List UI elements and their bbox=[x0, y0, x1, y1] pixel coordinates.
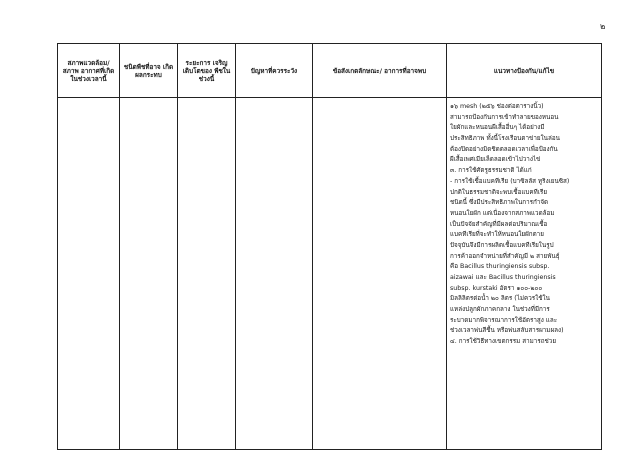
guidance-line: ๓. การใช้ศัตรูธรรมชาติ ได้แก่ bbox=[450, 167, 532, 175]
cell-guidance bbox=[447, 98, 602, 450]
header-symptoms: ข้อสังเกตลักษณะ/ อาการที่อาจพบ bbox=[313, 44, 447, 98]
guidance-line: หนอนใยผัก แต่เนื่องจากสภาพแวดล้อม bbox=[450, 209, 555, 217]
guidance-line: แบคทีเรียที่จะทำให้หนอนใยผักตาย bbox=[450, 231, 544, 239]
table-header-row bbox=[58, 44, 602, 98]
header-affected-crops: ชนิดพืชที่อาจ เกิดผลกระทบ bbox=[120, 44, 178, 98]
guidance-line: ช่วงเวลาพ่นสีชื้น หรือพ่นสลับสารผามผลง) bbox=[450, 327, 564, 335]
guidance-line: ปกติในธรรมชาติจะพบเชื้อแบคทีเรีย bbox=[450, 188, 548, 196]
header-environment: สภาพแวดล้อม/สภาพ อากาศที่เกิดในช่วงเวลานี้ bbox=[58, 44, 120, 98]
guidance-line: ชนิดนี้ ซึ่งมีประสิทธิภาพในการกำจัด bbox=[450, 199, 549, 207]
guidance-line: แหล่งปลูกผักภาคกลาง ในช่วงที่มีการ bbox=[450, 306, 550, 314]
guidance-line: ๔. การใช้วิธีทางเขตกรรม สามารถช่วย bbox=[450, 338, 557, 346]
table-row bbox=[58, 98, 602, 450]
guidance-line: - การใช้เชื้อแบคทีเรีย (บาซิลลัส ทูริงเยนซิส) bbox=[450, 177, 570, 185]
guidance-line: ผีเสื้อเพศเมียเล็ดลอดเข้าไปวางไข่ bbox=[450, 156, 541, 164]
guidance-line: ระบาดมากพิจารณาการใช้อัตราสูง และ bbox=[450, 316, 558, 324]
guidance-text bbox=[447, 98, 601, 348]
pest-guidance-table bbox=[57, 43, 602, 450]
guidance-line: subsp. kurstaki อัตรา ๑๐๐-๒๐๐ bbox=[450, 284, 543, 292]
guidance-line: ปัจจุบันจึงมีการผลิตเชื้อแบคทีเรียในรูป bbox=[450, 241, 554, 249]
guidance-line: การค้าออกจำหน่ายที่สำคัญมี ๒ สายพันธุ์ bbox=[450, 252, 560, 260]
cell-environment bbox=[58, 98, 120, 450]
guidance-line: ประสิทธิภาพ ทั้งนี้โรงเรือนตาข่ายในล่อน bbox=[450, 135, 560, 143]
page-number: ๒ bbox=[600, 22, 606, 31]
cell-symptoms bbox=[313, 98, 447, 450]
header-problems: ปัญหาที่ควรระวัง bbox=[236, 44, 313, 98]
guidance-line: ใยผักและหนอนผีเสื้ออื่นๆ ได้อย่างมี bbox=[450, 124, 545, 132]
guidance-line: คือ Bacillus thuringiensis subsp. bbox=[450, 263, 550, 271]
guidance-line: มิลลิลิตรต่อน้ำ ๒๐ ลิตร (ไม่ควรใช้ใน bbox=[450, 295, 550, 303]
guidance-line: เป็นปัจจัยสำคัญที่มีผลต่อปริมาณเชื้อ bbox=[450, 220, 548, 228]
header-guidance: แนวทางป้องกัน/แก้ไข bbox=[447, 44, 602, 98]
cell-growth-stage bbox=[178, 98, 236, 450]
guidance-line: aizawai และ Bacillus thuringiensis bbox=[450, 274, 556, 281]
header-growth-stage: ระยะการ เจริญเติบโตของ พืชในช่วงนี้ bbox=[178, 44, 236, 98]
guidance-line: สามารถป้องกันการเข้าทำลายของหนอน bbox=[450, 113, 559, 121]
cell-problems bbox=[236, 98, 313, 450]
guidance-line: ต้องปิดอย่างมิดชิดตลอดเวลาเพื่อป้องกัน bbox=[450, 145, 558, 153]
cell-affected-crops bbox=[120, 98, 178, 450]
guidance-line: ๑๖ mesh (๒๕๖ ช่องต่อตารางนิ้ว) bbox=[450, 103, 544, 110]
